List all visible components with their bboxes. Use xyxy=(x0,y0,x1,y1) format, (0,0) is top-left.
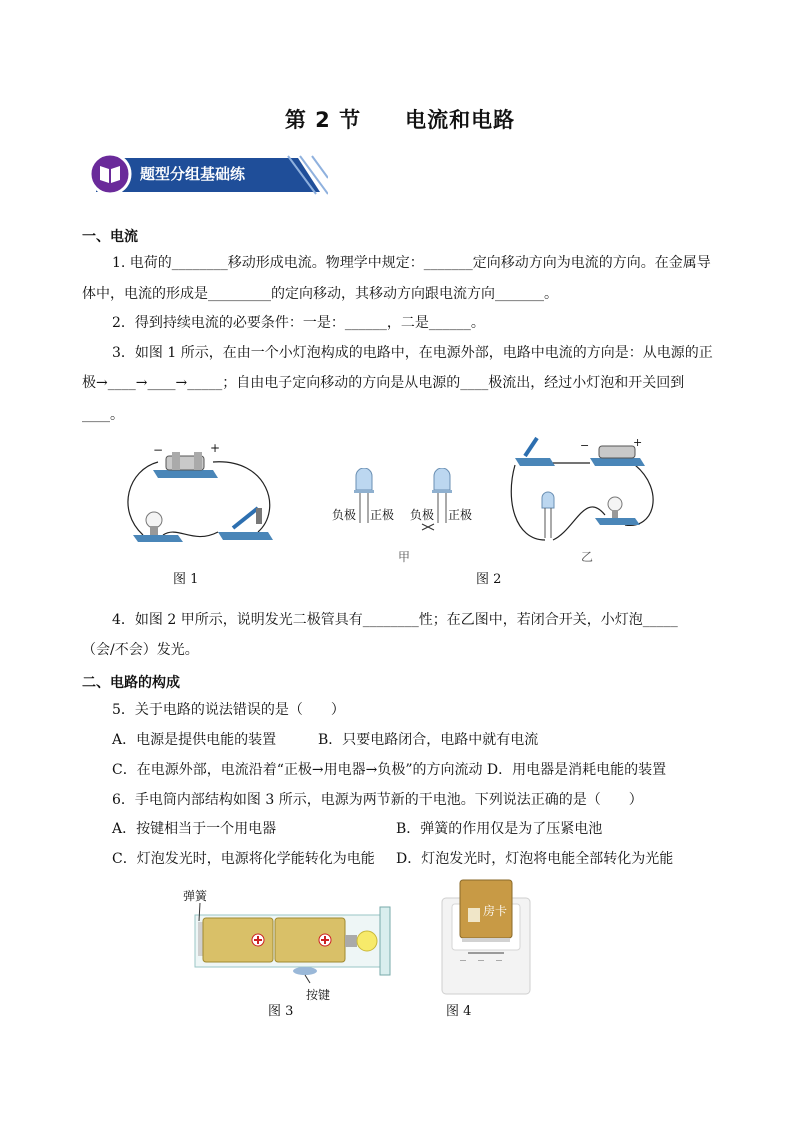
q4-line2: （会/不会）发光。 xyxy=(82,642,199,658)
figure-2-jia-leds xyxy=(330,468,480,568)
q3-line3: ____。 xyxy=(82,407,124,423)
section-heading-current: 一、电流 xyxy=(82,229,138,245)
q4-line1: 4．如图 2 甲所示，说明发光二极管具有________性；在乙图中，若闭合开关，小灯泡_____ xyxy=(112,612,678,628)
fig2-pos-left: 正极 xyxy=(370,508,395,522)
figure-2-yi-circuit xyxy=(505,430,665,565)
q6-option-b: B．弹簧的作用仅是为了压紧电池 xyxy=(396,821,603,837)
fig2-neg-left: 负极 xyxy=(332,508,357,522)
section-banner xyxy=(88,152,328,196)
figure-4-card-holder xyxy=(440,878,532,996)
q6-text: 6．手电筒内部结构如图 3 所示，电源为两节新的干电池。下列说法正确的是（ ） xyxy=(112,792,643,808)
q5-option-cd: C．在电源外部，电流沿着“正极→用电器→负极”的方向流动 D．用电器是消耗电能的装置 xyxy=(112,762,667,778)
fig2-pos-right: 正极 xyxy=(448,508,473,522)
figure-1-circuit xyxy=(118,440,288,565)
banner-label: 题型分组基础练 xyxy=(140,165,246,183)
figure-1-caption: 图 1 xyxy=(173,572,199,587)
fig3-spring-label: 弹簧 xyxy=(183,889,208,903)
fig1-plus-label: + xyxy=(210,441,221,455)
fig2-yi-label: 乙 xyxy=(581,550,594,564)
q6-option-d: D．灯泡发光时，灯泡将电能全部转化为光能 xyxy=(396,851,674,867)
fig2-jia-label: 甲 xyxy=(398,550,411,564)
fig2-yi-plus: + xyxy=(633,436,643,449)
q2-text: 2．得到持续电流的必要条件：一是：______，二是______。 xyxy=(112,315,485,331)
q1-line2: 体中，电流的形成是_________的定向移动，其移动方向跟电流方向_______。 xyxy=(82,286,558,302)
page-title: 第 2 节 电流和电路 xyxy=(284,108,516,132)
fig1-minus-label: − xyxy=(153,443,164,457)
figure-4-caption: 图 4 xyxy=(446,1004,472,1019)
section-heading-circuit: 二、电路的构成 xyxy=(82,675,180,691)
q5-option-a: A．电源是提供电能的装置 xyxy=(112,732,277,748)
q1-line1: 1. 电荷的________移动形成电流。物理学中规定：_______定向移动方向为电流的方向。在金属导 xyxy=(112,255,711,271)
q5-option-b: B．只要电路闭合，电路中就有电流 xyxy=(318,732,539,748)
fig2-neg-right: 负极 xyxy=(410,508,435,522)
q6-option-c: C．灯泡发光时，电源将化学能转化为电能 xyxy=(112,851,375,867)
fig2-yi-minus: − xyxy=(580,439,590,452)
fig4-card-label: 房卡 xyxy=(483,904,508,918)
q3-line2: 极→____→____→_____；自由电子定向移动的方向是从电源的____极流出，经过小灯泡和开关回到 xyxy=(82,375,685,391)
fig3-button-label: 按键 xyxy=(306,988,331,1002)
figure-3-flashlight xyxy=(175,885,400,1005)
q6-option-a: A．按键相当于一个用电器 xyxy=(112,821,277,837)
figure-3-caption: 图 3 xyxy=(268,1004,294,1019)
q3-line1: 3．如图 1 所示，在由一个小灯泡构成的电路中，在电源外部，电路中电流的方向是：从电源的正 xyxy=(112,345,713,361)
q5-text: 5．关于电路的说法错误的是（ ） xyxy=(112,702,345,718)
figure-2-caption: 图 2 xyxy=(476,572,502,587)
